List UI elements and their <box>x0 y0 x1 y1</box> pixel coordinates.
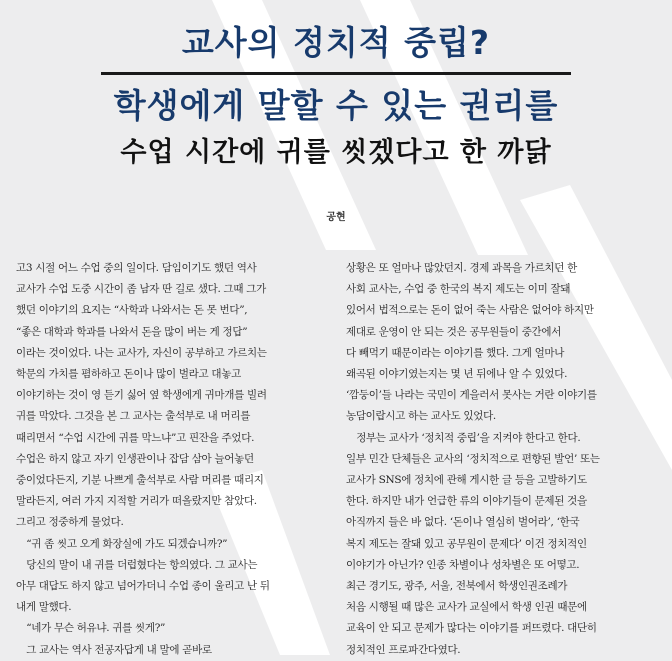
body-text-line: 정치적인 프로파간다였다. <box>346 643 461 656</box>
author-byline: 공현 <box>326 212 346 223</box>
body-text-line: 그리고 정중하게 물었다. <box>16 516 124 529</box>
body-text-line: 교사가 수업 도중 시간이 좀 남자 딴 길로 샜다. 그때 그가 <box>16 283 266 296</box>
body-column-left <box>16 258 319 661</box>
subtitle: 수업 시간에 귀를 씻겠다고 한 까닭 <box>120 137 552 168</box>
body-column-right <box>346 258 646 661</box>
body-text-line: 한다. 하지만 내가 언급한 류의 이야기들이 문제된 것을 <box>346 495 587 508</box>
body-text-line: 상황은 또 얼마나 많았던지. 경제 과목을 가르치던 한 <box>346 262 578 274</box>
body-text-line: ‘깜둥이’들 나라는 국민이 게을러서 못사는 거란 이야기를 <box>346 389 597 402</box>
body-text-line: 중이었다든지, 기분 나쁘게 출석부로 사람 머리를 때리지 <box>16 474 264 487</box>
body-text-line: 이야기가 아닌가? 인종 차별이나 성차별은 또 어떻고. <box>346 558 580 571</box>
body-text-line: 교사가 SNS에 정치에 관해 게시한 글 등을 고발하기도 <box>346 474 587 487</box>
body-text-line: 최근 경기도, 광주, 서울, 전북에서 학생인권조례가 <box>346 580 568 593</box>
body-text-line: 귀를 막았다. 그것을 본 그 교사는 출석부로 내 머리를 <box>16 410 251 423</box>
body-text-line: 농담이랍시고 하는 교사도 있었다. <box>346 410 496 423</box>
headline-line-1: 교사의 정치적 중립? <box>181 23 491 62</box>
body-text-line: 교육이 안 되고 문제가 많다는 이야기를 퍼뜨렸다. 대단히 <box>346 622 597 635</box>
body-text-line: 아직까지 들은 바 없다. ‘돈이나 열심히 벌어라’, ‘한국 <box>346 516 580 529</box>
body-text-line: “좋은 대학과 학과를 나와서 돈을 많이 버는 게 정답” <box>16 325 248 338</box>
body-text-line: 내게 말했다. <box>16 601 72 614</box>
body-text-line: “네가 무슨 허유냐. 귀를 씻게?” <box>16 622 166 635</box>
body-text-line: 왜곡된 이야기였는지는 몇 년 뒤에나 알 수 있었다. <box>346 368 568 381</box>
body-text-line: 수업은 하지 않고 자기 인생관이나 잡담 삼아 늘어놓던 <box>16 452 254 465</box>
body-text-line: 제대로 운영이 안 되는 것은 공무원들이 중간에서 <box>346 325 562 338</box>
body-text-line: 일부 민간 단체들은 교사의 ‘정치적으로 편향된 발언’ 또는 <box>346 452 600 465</box>
headline-block <box>0 20 672 171</box>
headline-divider <box>101 72 571 75</box>
body-text-line: “귀 좀 씻고 오게 화장실에 가도 되겠습니까?” <box>16 537 228 550</box>
headline-line-2: 학생에게 말할 수 있는 권리를 <box>113 86 559 125</box>
body-text-line: 아무 대답도 하지 않고 넘어가더니 수업 종이 울리고 난 뒤 <box>16 580 270 593</box>
body-text-line: 때리면서 “수업 시간에 귀를 막느냐”고 핀잔을 주었다. <box>16 431 255 444</box>
body-text-line: 말라든지, 여러 가지 지적할 거리가 떠올랐지만 참았다. <box>16 495 257 508</box>
body-text-line: 사회 교사는, 수업 중 한국의 복지 제도는 이미 잘돼 <box>346 283 571 296</box>
body-text-line: 이야기하는 것이 영 듣기 싫어 옆 학생에게 귀마개를 빌려 <box>16 389 267 402</box>
body-text-line: 고3 시절 어느 수업 중의 일이다. 담임이기도 했던 역사 <box>16 262 257 274</box>
body-text-line: 정부는 교사가 ‘정치적 중립’을 지켜야 한다고 한다. <box>346 431 581 444</box>
body-text-line: 했던 이야기의 요지는 “사학과 나와서는 돈 못 번다”, <box>16 304 248 317</box>
body-text-line: 그 교사는 역사 전공자답게 내 말에 곧바로 <box>16 643 212 656</box>
body-text-line: 복지 제도는 잘돼 있고 공무원이 문제다’ 이건 정치적인 <box>346 537 587 550</box>
body-text-line: 학문의 가치를 폄하하고 돈이나 많이 벌라고 대놓고 <box>16 368 241 381</box>
body-text-line: 처음 시행될 때 많은 교사가 교실에서 학생 인권 때문에 <box>346 601 587 614</box>
body-text-line: 당신의 말이 내 귀를 더럽혔다는 항의였다. 그 교사는 <box>16 558 258 571</box>
body-text-line: 이라는 것이었다. 나는 교사가, 자신이 공부하고 가르치는 <box>16 346 267 359</box>
body-text-line: 다 빼먹기 때문이라는 이야기를 했다. 그게 얼마나 <box>346 346 565 359</box>
body-text-line: 있어서 법적으로는 돈이 없어 죽는 사람은 없어야 하지만 <box>346 304 594 317</box>
